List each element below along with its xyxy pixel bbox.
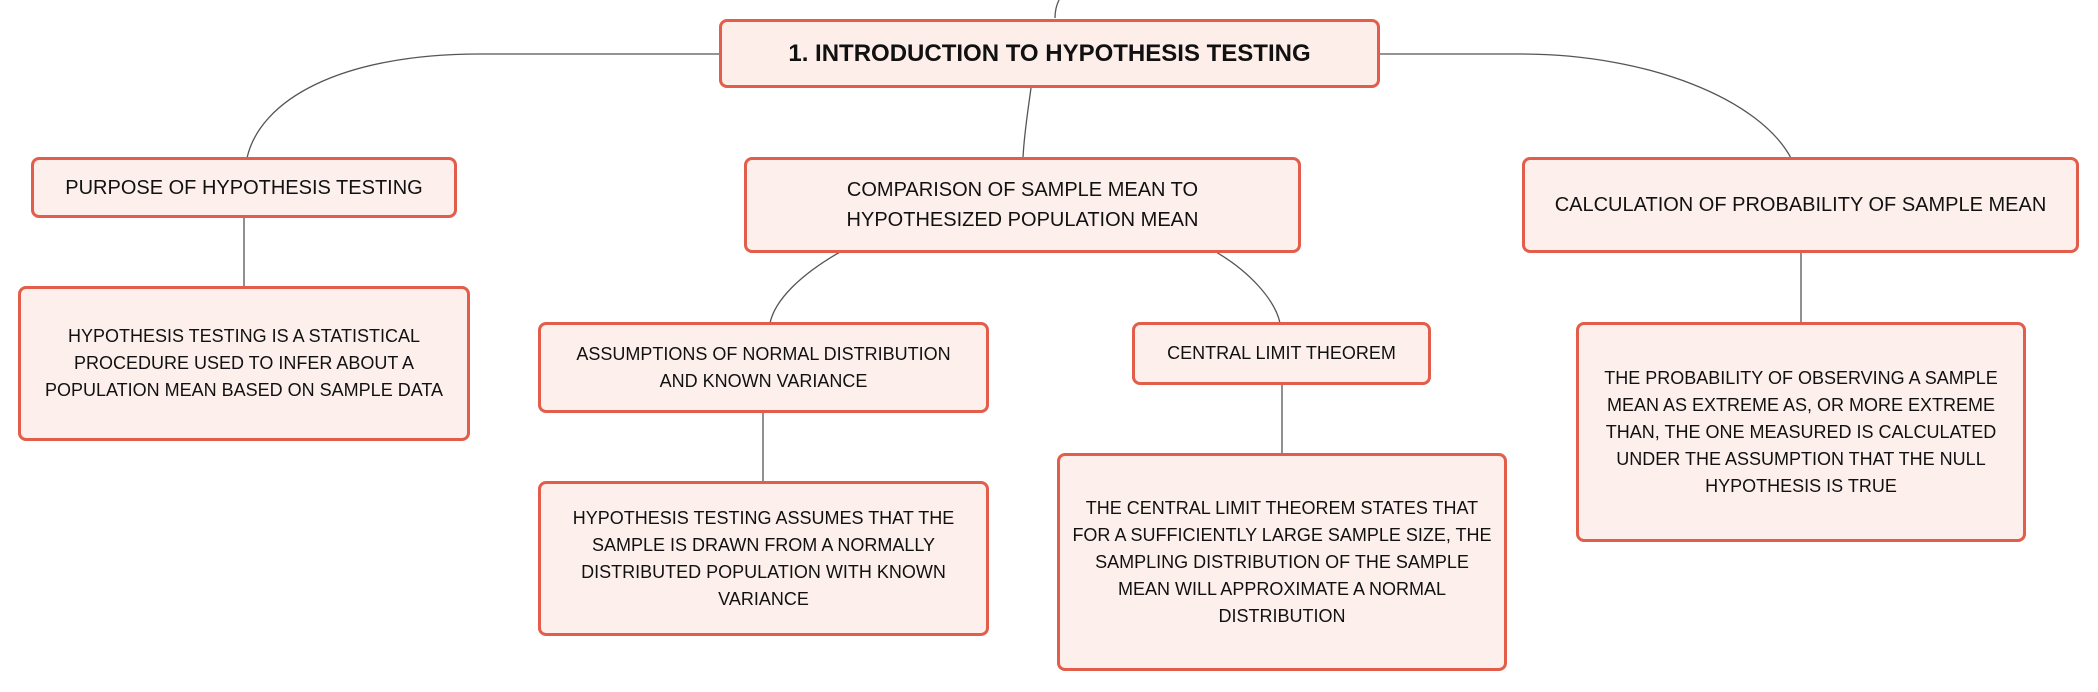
purpose-topic-label: PURPOSE OF HYPOTHESIS TESTING bbox=[65, 176, 423, 199]
connector-comparison-to-clt bbox=[1216, 252, 1280, 323]
probability-topic-label: CALCULATION OF PROBABILITY OF SAMPLE MEAN bbox=[1554, 194, 2047, 216]
comparison-topic-node[interactable] bbox=[744, 157, 1301, 253]
purpose-detail-node[interactable] bbox=[18, 286, 470, 441]
root-topic-node[interactable] bbox=[719, 19, 1380, 88]
comparison-topic-label: COMPARISON OF SAMPLE MEAN TO HYPOTHESIZED POPULATION MEAN bbox=[846, 179, 1199, 231]
probability-detail-node[interactable] bbox=[1576, 322, 2026, 542]
root-topic-label: 1. INTRODUCTION TO HYPOTHESIS TESTING bbox=[788, 39, 1311, 67]
purpose-topic-node[interactable] bbox=[31, 157, 457, 218]
clt-topic-node[interactable] bbox=[1132, 322, 1431, 385]
assumptions-detail-text: HYPOTHESIS TESTING ASSUMES THAT THE SAMPLE IS DRAWN FROM A NORMALLY DISTRIBUTED POPULATION WITH KNOWN VARIANCE bbox=[572, 507, 955, 609]
connector-root-incoming bbox=[1055, 0, 1059, 18]
assumptions-topic-node[interactable] bbox=[538, 322, 989, 413]
assumptions-detail-node[interactable] bbox=[538, 481, 989, 636]
clt-topic-label: CENTRAL LIMIT THEOREM bbox=[1167, 343, 1396, 363]
connector-root-to-comparison bbox=[1023, 88, 1031, 158]
purpose-detail-text: HYPOTHESIS TESTING IS A STATISTICAL PROCEDURE USED TO INFER ABOUT A POPULATION MEAN BASED ON SAMPLE DATA bbox=[44, 326, 444, 400]
connector-comparison-to-assumptions bbox=[770, 252, 840, 323]
connector-root-to-probability bbox=[1379, 54, 1791, 158]
assumptions-topic-label: ASSUMPTIONS OF NORMAL DISTRIBUTION AND KNOWN VARIANCE bbox=[576, 343, 951, 391]
clt-detail-node[interactable] bbox=[1057, 453, 1507, 671]
clt-detail-text: THE CENTRAL LIMIT THEOREM STATES THAT FOR A SUFFICIENTLY LARGE SAMPLE SIZE, THE SAMPLING DISTRIBUTION OF THE SAMPLE MEAN WILL APPROXIMATE A NORMAL DISTRIBUTION bbox=[1072, 497, 1492, 626]
probability-detail-text: THE PROBABILITY OF OBSERVING A SAMPLE MEAN AS EXTREME AS, OR MORE EXTREME THAN, THE ONE MEASURED IS CALCULATED UNDER THE ASSUMPTION THAT THE NULL HYPOTHESIS IS TRUE bbox=[1604, 367, 1998, 496]
connector-root-to-purpose bbox=[247, 54, 721, 158]
probability-topic-node[interactable] bbox=[1522, 157, 2079, 253]
